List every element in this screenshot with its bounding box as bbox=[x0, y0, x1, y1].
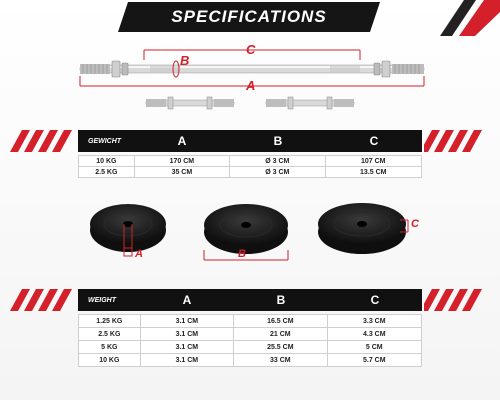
table-cell: 3.1 CM bbox=[141, 328, 234, 340]
table-cell: 3.1 CM bbox=[141, 341, 234, 353]
table2-body bbox=[78, 314, 422, 367]
table-cell: 170 CM bbox=[135, 156, 230, 166]
table2-header bbox=[78, 289, 422, 311]
table1-header-weight: GEWICHT bbox=[88, 137, 122, 145]
table2-header-c: C bbox=[370, 293, 380, 307]
plate-dimension-c-label: C bbox=[411, 218, 419, 230]
table-cell: 3.3 CM bbox=[362, 317, 386, 325]
plate-dimension-a-label: A bbox=[135, 248, 143, 260]
table1-header-b: B bbox=[273, 134, 283, 148]
table-cell: Ø 3 CM bbox=[230, 156, 325, 166]
table-row bbox=[79, 354, 421, 367]
page-title: SPECIFICATIONS bbox=[171, 7, 327, 26]
table2-stripes-decoration bbox=[8, 289, 78, 311]
table1-stripes-decoration bbox=[8, 130, 78, 152]
header-banner bbox=[118, 2, 380, 32]
table-cell: 35 CM bbox=[135, 167, 230, 177]
table1-body bbox=[78, 155, 422, 178]
dimension-b-label: B bbox=[180, 53, 190, 68]
table-cell: 16.5 CM bbox=[234, 315, 327, 327]
table2-header-b: B bbox=[276, 293, 286, 307]
table-row bbox=[79, 167, 421, 178]
table-cell: 4.3 CM bbox=[362, 330, 386, 338]
table-cell: Ø 3 CM bbox=[230, 167, 325, 177]
table-row bbox=[79, 315, 421, 328]
dimension-a-label: A bbox=[246, 78, 256, 93]
table1-header bbox=[78, 130, 422, 152]
table-cell: 21 CM bbox=[234, 328, 327, 340]
table-cell: 13.5 CM bbox=[360, 168, 387, 176]
table-cell: 10 KG bbox=[79, 354, 141, 366]
header-stripes-decoration bbox=[380, 0, 500, 36]
table-cell: 107 CM bbox=[361, 157, 386, 165]
table-cell: 5 KG bbox=[79, 341, 141, 353]
table-cell: 3.1 CM bbox=[141, 354, 234, 366]
table-row bbox=[79, 341, 421, 354]
table-cell: 3.1 CM bbox=[141, 315, 234, 327]
table-cell: 5.7 CM bbox=[362, 356, 386, 364]
table-cell: 1.25 KG bbox=[79, 315, 141, 327]
dimension-c-label: C bbox=[246, 42, 256, 57]
table1-header-c: C bbox=[369, 134, 379, 148]
table-row bbox=[79, 328, 421, 341]
weight-plates-illustration bbox=[0, 200, 500, 272]
table2-header-a: A bbox=[182, 293, 192, 307]
table1-header-a: A bbox=[177, 134, 187, 148]
table-row bbox=[79, 156, 421, 167]
table2-header-weight: WEIGHT bbox=[88, 296, 116, 304]
bar-diagram bbox=[0, 36, 500, 126]
table-cell: 5 CM bbox=[365, 343, 383, 351]
table-cell: 10 KG bbox=[79, 156, 135, 166]
table-cell: 33 CM bbox=[234, 354, 327, 366]
plates-diagram bbox=[0, 200, 500, 272]
table-cell: 2.5 KG bbox=[79, 167, 135, 177]
plate-dimension-b-label: B bbox=[238, 248, 246, 260]
table2-stripes-right-decoration bbox=[424, 289, 494, 311]
table1-stripes-right-decoration bbox=[424, 130, 494, 152]
table-cell: 25.5 CM bbox=[234, 341, 327, 353]
table-cell: 2.5 KG bbox=[79, 328, 141, 340]
